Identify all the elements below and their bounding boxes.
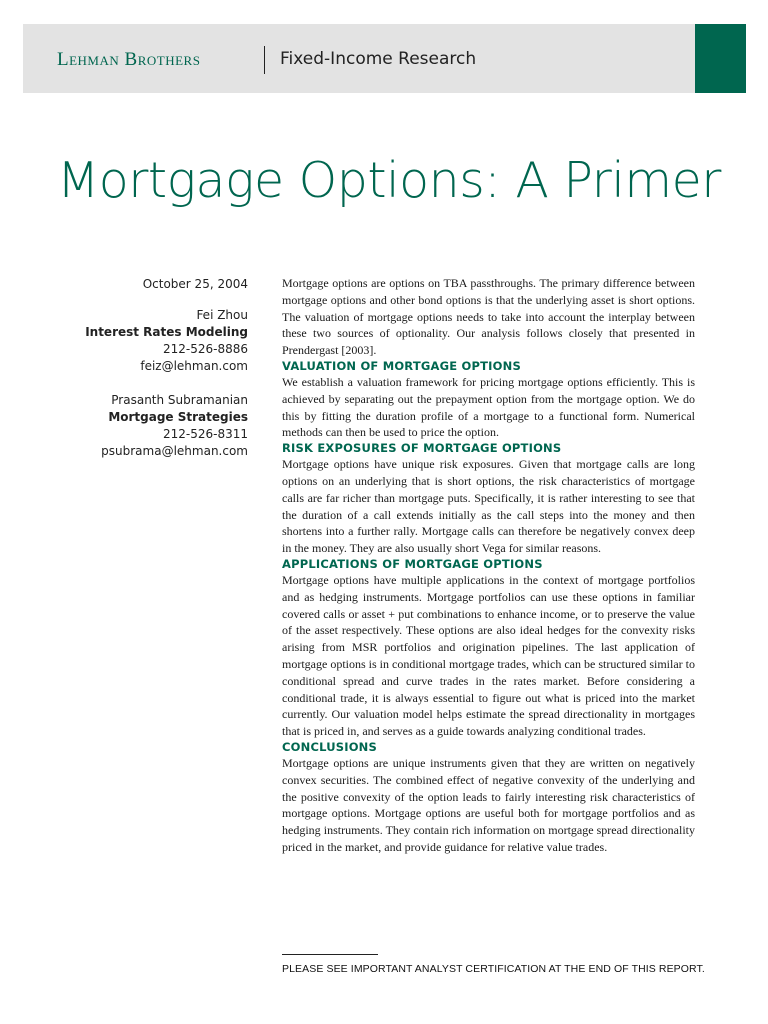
main-content <box>282 275 695 856</box>
author-sidebar <box>60 276 248 477</box>
section-heading: CONCLUSIONS <box>282 739 377 754</box>
intro-paragraph: Mortgage options are options on TBA passthroughs. The primary difference between mortgage options and other bond options is that the underlying asset is short options. The valuation of mortgage options needs to take into account the interplay between these two sources of optionality. Our analysis follows closely that presented in Prendergast [2003]. <box>282 276 695 358</box>
author-email: feiz@lehman.com <box>140 359 248 373</box>
author-name: Prasanth Subramanian <box>111 393 248 407</box>
author-block <box>60 307 248 375</box>
publication-date: October 25, 2004 <box>142 277 248 291</box>
author-group: Interest Rates Modeling <box>85 325 248 339</box>
section-heading: APPLICATIONS OF MORTGAGE OPTIONS <box>282 556 543 571</box>
section-heading: RISK EXPOSURES OF MORTGAGE OPTIONS <box>282 441 562 456</box>
author-block <box>60 392 248 460</box>
author-name: Fei Zhou <box>196 308 248 322</box>
header-divider <box>264 46 265 74</box>
section-paragraph: Mortgage options are unique instruments given that they are written on negatively convex securities. The combined effect of negative convexity of the underlying and the positive convexity of the option leads to fairly interesting risk characteristics of mortgage options. Mortgage options are useful both for mortgage portfolios and as hedging instruments. They contain rich information on mortgage spread directionality priced in the market, and provide guidance for relative value trades. <box>282 755 695 854</box>
header-accent-block <box>695 24 746 93</box>
series-name: Fixed-Income Research <box>280 49 477 69</box>
brand-logo: Lehman Brothers <box>57 49 201 70</box>
author-phone: 212-526-8886 <box>162 342 248 356</box>
author-phone: 212-526-8311 <box>162 427 248 441</box>
section-heading: VALUATION OF MORTGAGE OPTIONS <box>282 358 521 373</box>
section-paragraph: Mortgage options have multiple applications in the context of mortgage portfolios and as hedging instruments. Mortgage portfolios can use these options in familiar covered calls or asset + put combinations to enhance income, or to preserve the value of the asset respectively. These options are also ideal hedges for the convexity risks arising from MSR portfolios and origination pipelines. The last application of mortgage options is in conditional mortgage trades, which can be structured similar to conditional spread and curve trades in the rates market. Before considering a conditional trade, it is always essential to figure out what is priced into the market currently. Our valuation model helps estimate the spread directionality in mortgages that is priced in, and serves as a guide towards analyzing conditional trades. <box>282 572 695 739</box>
footnote-rule <box>282 954 378 955</box>
section-paragraph: We establish a valuation framework for pricing mortgage options efficiently. This is achieved by separating out the prepayment option from the mortgage option. We do this by fitting the duration profile of a mortgage to a functional form. Numerical methods can then be used to price the option. <box>282 374 695 440</box>
author-email: psubrama@lehman.com <box>101 444 248 458</box>
author-group: Mortgage Strategies <box>108 410 248 424</box>
page-title: Mortgage Options: A Primer <box>57 152 721 209</box>
certification-note: PLEASE SEE IMPORTANT ANALYST CERTIFICATION AT THE END OF THIS REPORT. <box>282 963 705 975</box>
section-paragraph: Mortgage options have unique risk exposures. Given that mortgage calls are long options on an underlying that is short options, the risk characteristics of mortgage calls are far richer than mortgage puts. Specifically, it is rather interesting to see that the duration of a call extends initially as the call steps into the money and then shortens into a further rally. Mortgage calls can therefore be negatively convex deep in the money. They are also usually short Vega for similar reasons. <box>282 457 695 556</box>
